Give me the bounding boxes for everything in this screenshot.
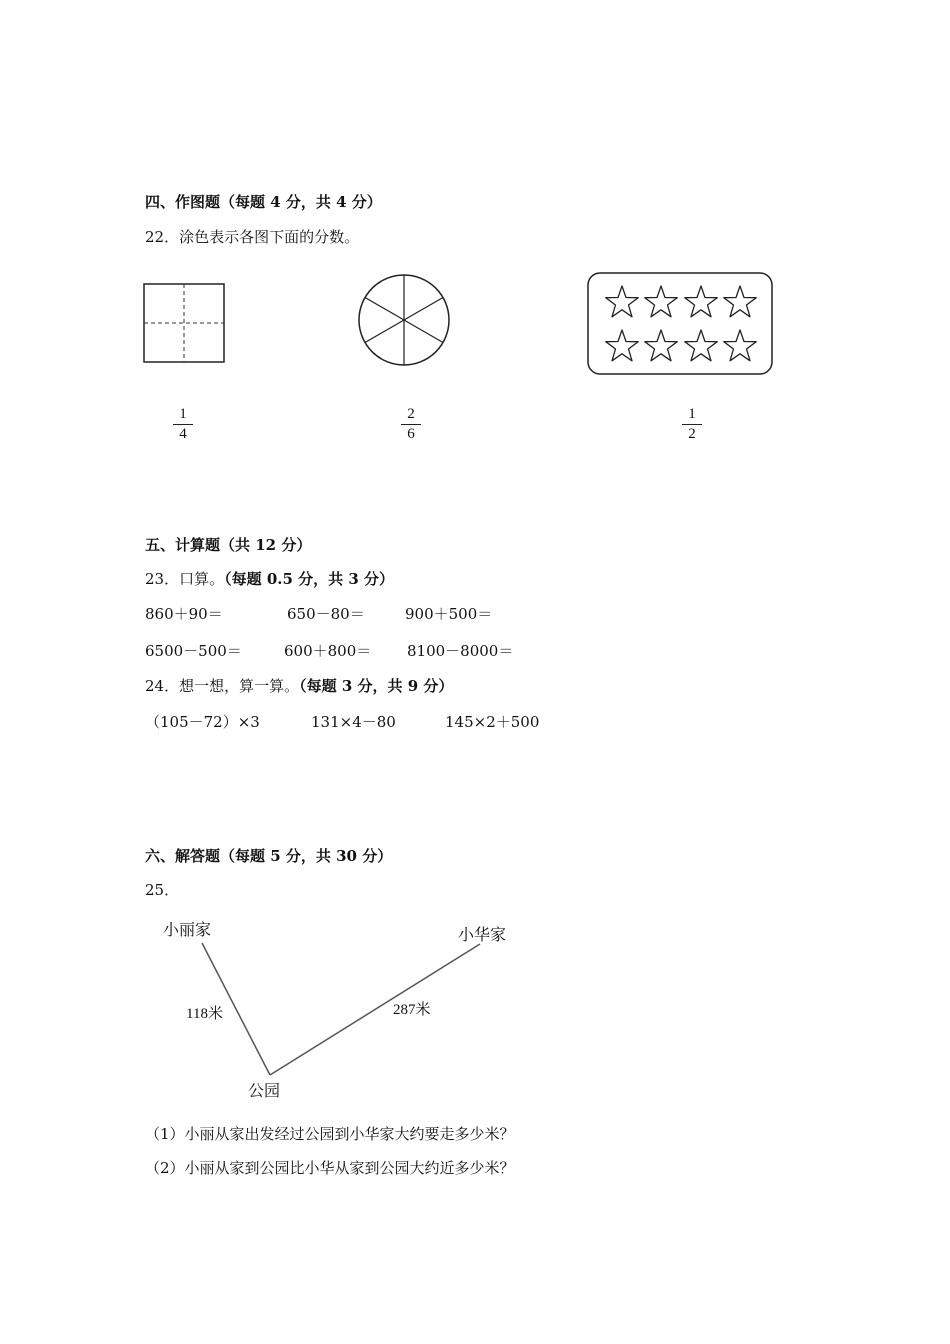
question-24 (145, 675, 453, 696)
calc-650-minus-80: 650－80＝ (287, 605, 365, 623)
star-icon (606, 286, 638, 317)
question-25: 25． (145, 881, 180, 899)
calc-600-plus-800: 600＋800＝ (284, 642, 372, 660)
question-23-points: （每题 0.5 分，共 3 分） (224, 570, 395, 588)
section5-heading: 五、计算题（共 12 分） (145, 536, 312, 554)
circle-figure (352, 272, 456, 376)
calc-900-plus-500: 900＋500＝ (405, 605, 493, 623)
fraction-numerator: 1 (688, 406, 696, 422)
star-icon (645, 330, 677, 361)
section6-heading: 六、解答题（每题 5 分，共 30 分） (145, 847, 393, 865)
fraction-denominator: 2 (688, 426, 696, 442)
label-distance-287: 287米 (393, 1002, 431, 1018)
fraction-numerator: 2 (407, 406, 415, 422)
star-icon (606, 330, 638, 361)
star-icon (685, 286, 717, 317)
fraction-denominator: 6 (407, 426, 415, 442)
star-icon (724, 330, 756, 361)
calc-860-plus-90: 860＋90＝ (145, 605, 223, 623)
fraction-one-quarter (171, 406, 195, 443)
fraction-two-sixths (399, 406, 423, 443)
stars-figure (585, 270, 775, 378)
calc-8100-minus-8000: 8100－8000＝ (407, 642, 514, 660)
question-25-part-1: （1）小丽从家出发经过公园到小华家大约要走多少米？ (145, 1125, 515, 1143)
fraction-denominator: 4 (179, 426, 187, 442)
fraction-numerator: 1 (179, 406, 187, 422)
calc-6500-minus-500: 6500－500＝ (145, 642, 242, 660)
label-park: 公园 (248, 1083, 281, 1100)
question-23 (145, 568, 394, 589)
question-22: 22．涂色表示各图下面的分数。 (145, 228, 360, 246)
calc-expression-1: （105－72）×3 (145, 713, 260, 731)
question-25-part-2: （2）小丽从家到公园比小华从家到公园大约近多少米？ (145, 1159, 515, 1177)
label-xiaoli-home: 小丽家 (163, 922, 212, 939)
question-23-prompt: 23．口算。 (145, 570, 225, 588)
calc-expression-2: 131×4－80 (311, 713, 396, 731)
label-xiaohua-home: 小华家 (458, 927, 507, 944)
fraction-one-half (680, 406, 704, 443)
square-figure (140, 280, 230, 368)
star-icon (685, 330, 717, 361)
route-park-to-xiaohua (270, 944, 480, 1075)
question-24-points: （每题 3 分，共 9 分） (299, 677, 454, 695)
label-distance-118: 118米 (186, 1006, 223, 1022)
calc-expression-3: 145×2＋500 (445, 713, 540, 731)
section4-heading: 四、作图题（每题 4 分，共 4 分） (145, 193, 382, 211)
star-icon (645, 286, 677, 317)
question-24-prompt: 24．想一想，算一算。 (145, 677, 300, 695)
star-icon (724, 286, 756, 317)
